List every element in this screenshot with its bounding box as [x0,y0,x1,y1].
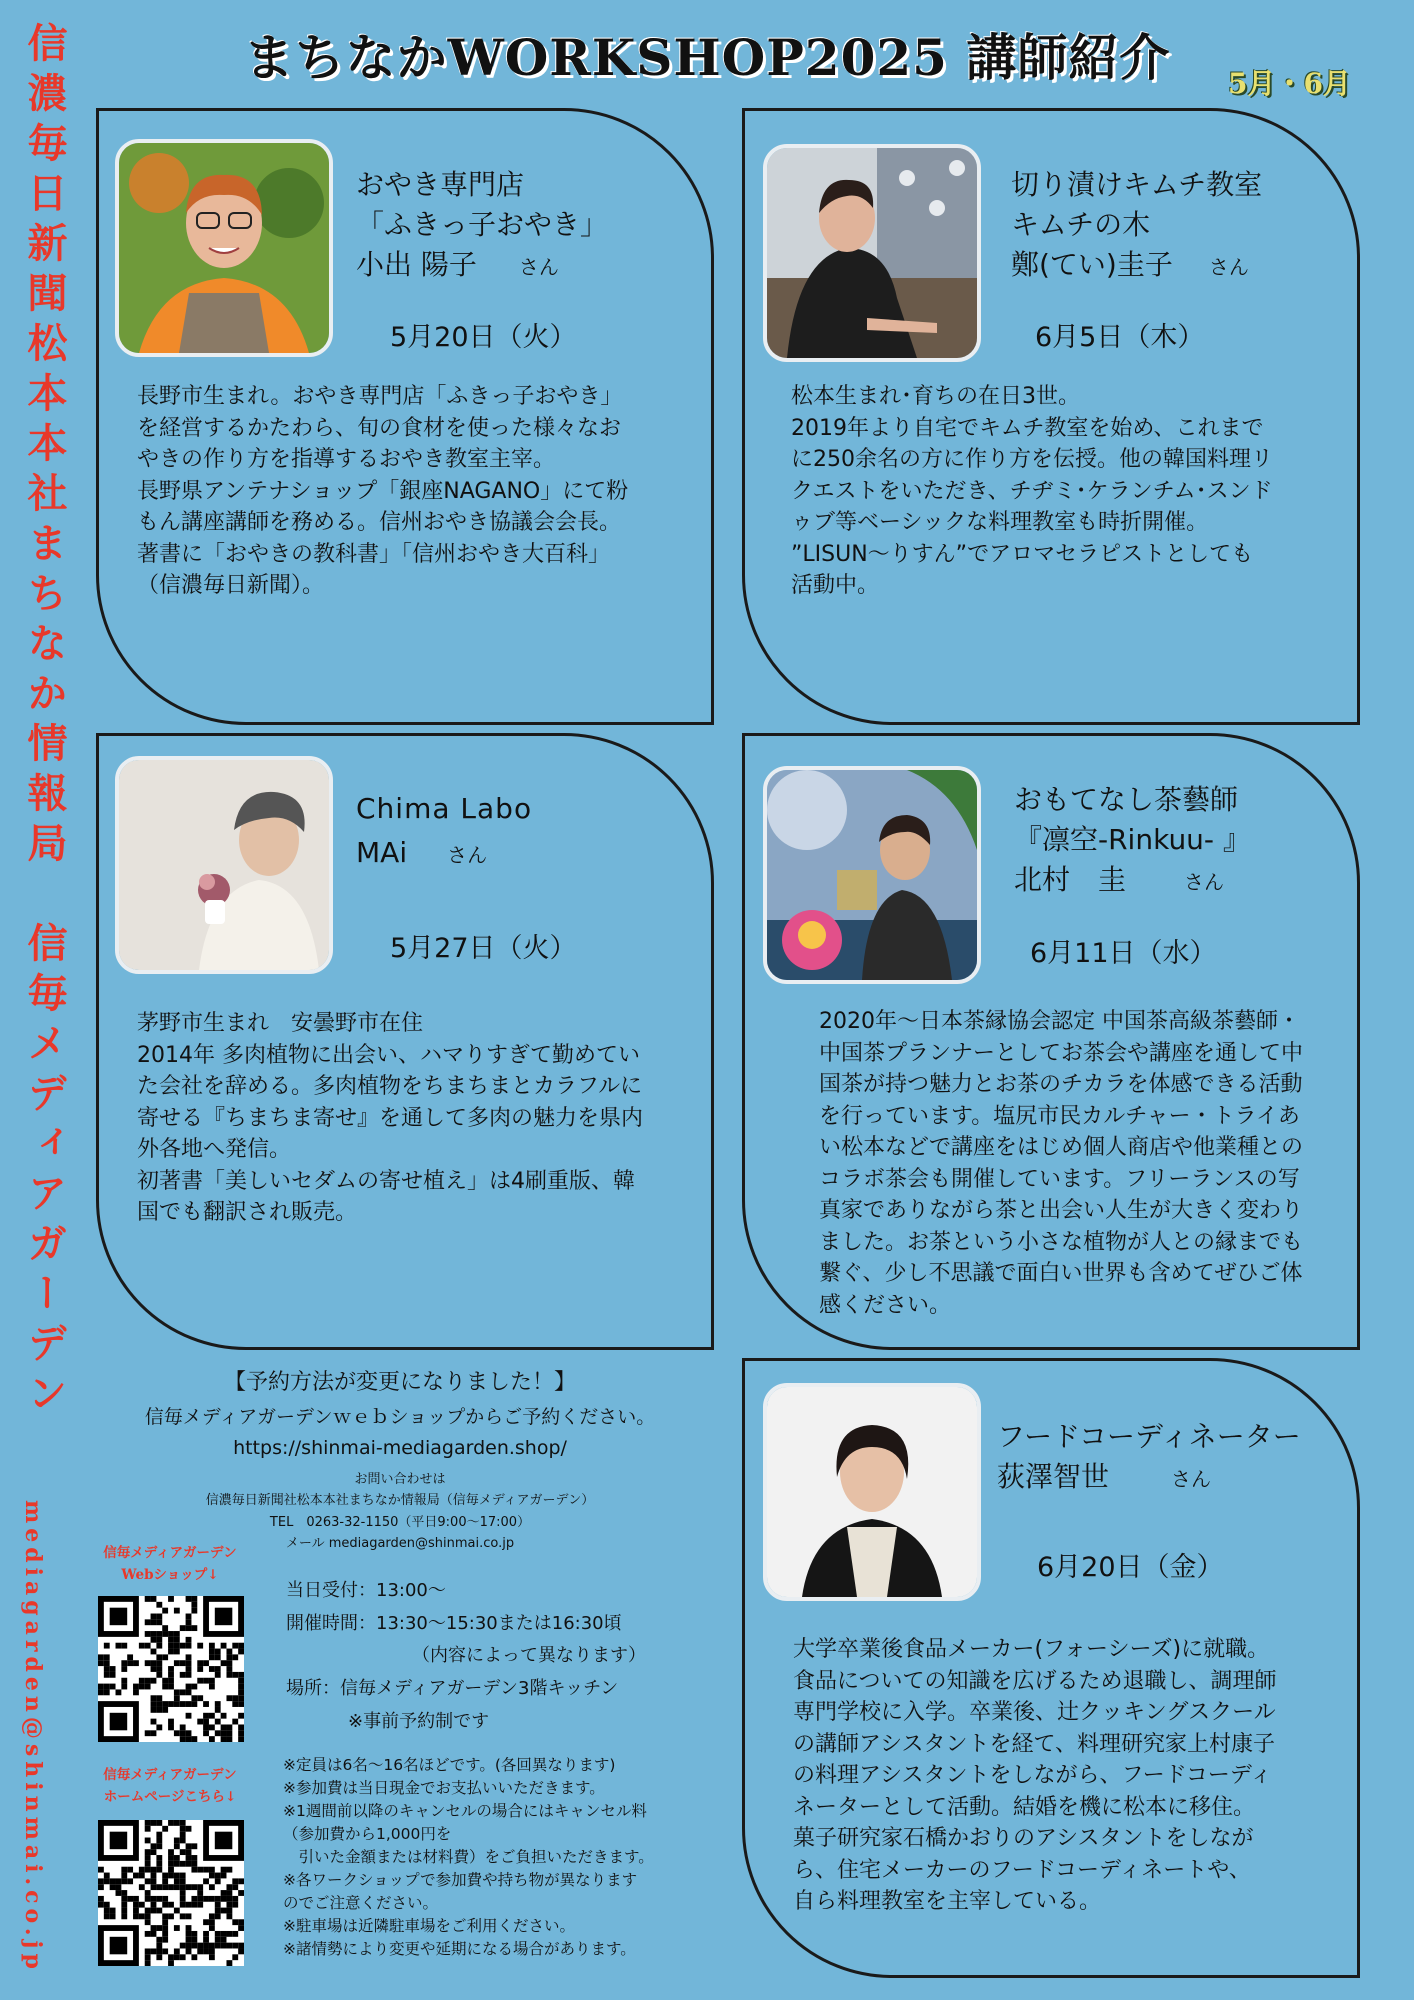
instructor-bio: 大学卒業後食品メーカー(フォーシーズ)に就職。 食品についての知識を広げるため退職し、調理師 専門学校に入学。卒業後、辻クッキングスクール の講師アシスタントを経て、料理研究家上村康子 の料理アシスタントをしながら、フードコーディ ネーターとして活動。結婚を機に松本に移住。 菓子研究家石橋かおりのアシスタントをしなが ら、住宅メーカーのフードコーディネートや、 自ら料理教室を主宰している。 [793,1637,1277,1914]
workshop-date: 6月11日（水） [1030,938,1217,969]
instructor-photo-3 [115,756,333,974]
name-text: 小出 陽子 [356,248,477,281]
instructor-photo-5 [763,1383,981,1601]
contact-tel: TEL 0263-32-1150（平日9:00～17:00） [269,1515,531,1530]
workshop-date: 5月20日（火） [390,322,577,353]
portrait-image [767,148,977,358]
homepage-qr-code[interactable] [98,1820,244,1966]
shop-line: 切り漬けキムチ教室 [1011,168,1263,201]
instructor-photo-1 [115,139,333,357]
instructor-photo-4 [763,766,981,984]
portrait-image [119,760,329,970]
instructor-card-2 [742,108,1360,725]
contact-label: お問い合わせは [354,1472,446,1487]
instructor-bio: 2020年～日本茶縁協会認定 中国茶高級茶藝師・ 中国茶プランナーとしてお茶会や講座を通して中 国茶が持つ魅力とお茶のチカラを体感できる活動 を行っています。塩尻市民カルチャー・トライあ い松本などで講座をはじめ個人商店や他業種との コラボ茶会も開催しています。フリーランスの写 真家でありながら茶と出会い人生が大きく変わり ました。お茶という小さな植物が人との縁までも 繋ぐ、少し不思議で面白い世界も含めてぜひご体 感ください。 [819,1009,1304,1318]
contact-org: 信濃毎日新聞社松本本社まちなか情報局（信毎メディアガーデン） [205,1493,595,1508]
side-url-text: mediagarden@shinmai.co.jp [20,1500,46,1974]
instructor-card-3 [96,733,714,1350]
name-text: 北村 圭 [1014,863,1127,896]
workshop-date: 6月20日（金） [1037,1552,1224,1583]
reservation-line: 信毎メディアガーデンｗｅｂショップからご予約ください。 [144,1406,656,1428]
instructor-shop [356,789,532,875]
instructor-name [356,245,608,287]
shop-line: おやき専門店 [356,168,525,201]
instructor-name [356,833,532,875]
workshop-date: 6月5日（木） [1035,322,1205,353]
honorific: さん [1208,255,1249,279]
instructor-shop [356,165,608,287]
reservation-heading: 【予約方法が変更になりました！】 [223,1370,576,1395]
instructor-shop [997,1417,1301,1499]
shop-line: 『凛空-Rinkuu- 』 [1014,823,1251,856]
workshop-date: 5月27日（火） [390,933,577,964]
honorific: さん [447,843,488,867]
reservation-note: ※事前予約制です [348,1711,490,1732]
instructor-bio: 松本生まれ･育ちの在日3世。 2019年より自宅でキムチ教室を始め、これまで に250余名の方に作り方を伝授。他の韓国料理リ クエストをいただき、チヂミ･ケランチム･スンド ゥブ等ベーシックな料理教室も時折開催。 ”LISUN～りすん”でアロマセラピストとしても 活動中。 [791,384,1273,598]
name-text: MAi [356,836,408,869]
honorific: さん [1184,870,1225,894]
shop-line: キムチの木 [1011,208,1151,241]
instructor-bio: 長野市生まれ。おやき専門店「ふきっ子おやき」 を経営するかたわら、旬の食材を使った様々なお やきの作り方を指導するおやき教室主宰。 長野県アンテナショップ「銀座NAGANO」にて粉 もん講座講師を務める。信州おやき協議会会長。 著書に「おやきの教科書」「信州おやき大百科」 （信濃毎日新聞）。 [137,384,629,598]
webshop-qr-label [85,1542,255,1586]
instructor-name [997,1457,1301,1499]
qr-label-line: 信毎メディアガーデン [103,1545,237,1561]
page-title: まちなかWORKSHOP2025 講師紹介 [243,28,1171,87]
qr-code-icon [98,1596,244,1742]
reception-time: 当日受付：13:00～ [286,1580,446,1601]
instructor-name [1014,860,1251,902]
hours-note: （内容によって異なります） [412,1645,646,1666]
webshop-qr-code[interactable] [98,1596,244,1742]
qr-label-line: Webショップ↓ [121,1567,219,1583]
instructor-shop [1011,165,1262,287]
notes-list: ※定員は6名～16名ほどです。(各回異なります) ※参加費は当日現金でお支払いいただきます。 ※1週間前以降のキャンセルの場合にはキャンセル料 （参加費から1,000円を 引いた金額または材料費）をご負担いただきます。 ※各ワークショップで参加費や持ち物が異なります のでご注意ください。 ※駐車場は近隣駐車場をご利用ください。 ※諸情勢により変更や延期になる場合があります。 [283,1756,654,1958]
instructor-photo-2 [763,144,981,362]
shop-line: Chima Labo [356,792,533,825]
portrait-image [767,770,977,980]
side-vertical-text: 信濃毎日新聞松本本社まちなか情報局 信毎メディアガーデン [21,22,68,1422]
shop-line: おもてなし茶藝師 [1014,783,1239,816]
venue: 場所：信毎メディアガーデン3階キッチン [286,1678,619,1699]
shop-line: 「ふきっ子おやき」 [356,208,609,241]
opening-hours: 開催時間：13:30～15:30または16:30頃 [286,1613,622,1634]
month-badge: 5月・6月 [1228,67,1351,100]
honorific: さん [1171,1467,1212,1491]
shop-line: フードコーディネーター [997,1420,1301,1453]
webshop-url-link[interactable]: https://shinmai-mediagarden.shop/ [233,1437,567,1459]
qr-label-line: 信毎メディアガーデン [103,1767,237,1783]
honorific: さん [518,255,559,279]
instructor-card-4 [742,733,1360,1350]
qr-label-line: ホームページこちら↓ [103,1789,237,1805]
qr-code-icon [98,1820,244,1966]
name-text: 鄭(てい)圭子 [1011,248,1173,281]
instructor-name [1011,245,1262,287]
portrait-image [119,143,329,353]
homepage-qr-label [85,1764,255,1808]
instructor-shop [1014,780,1251,902]
instructor-card-1 [96,108,714,725]
contact-mail: メール mediagarden@shinmai.co.jp [285,1536,515,1551]
instructor-card-5 [742,1358,1360,1978]
portrait-image [767,1387,977,1597]
instructor-bio: 茅野市生まれ 安曇野市在住 2014年 多肉植物に出会い、ハマりすぎて勤めてい た会社を辞める。多肉植物をちまちまとカラフルに 寄せる『ちまちま寄せ』を通して多肉の魅力を県内 外各地へ発信。 初著書「美しいセダムの寄せ植え」は4刷重版、韓 国でも翻訳され販売。 [137,1011,644,1225]
name-text: 荻澤智世 [997,1460,1110,1493]
